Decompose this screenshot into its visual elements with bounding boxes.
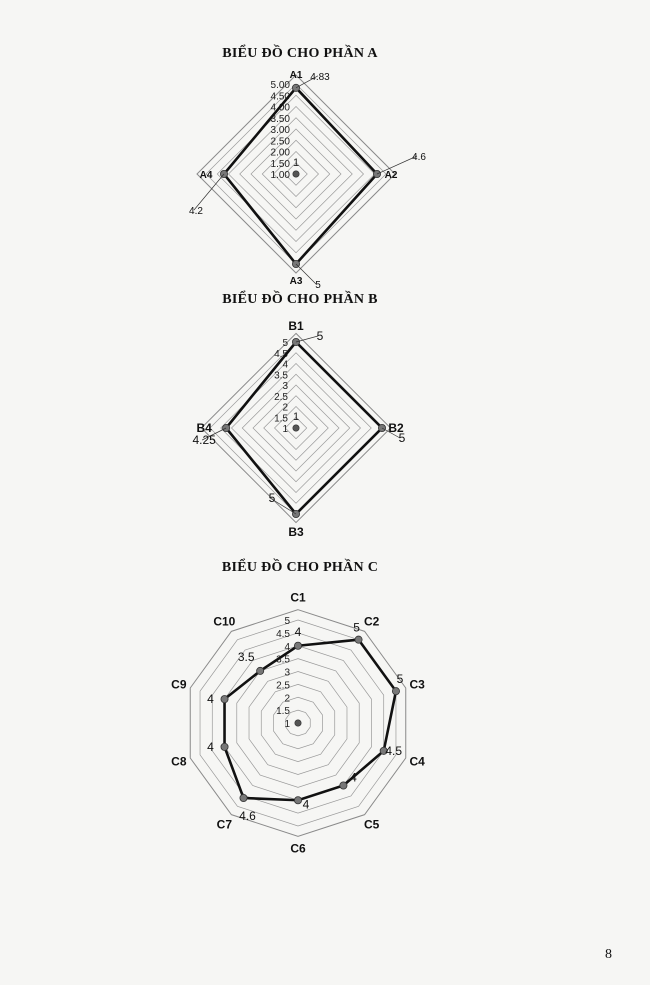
radar-series-line — [224, 88, 377, 264]
radar-category-label: B1 — [288, 319, 304, 333]
radar-category-label: A3 — [289, 276, 303, 287]
radar-value-label: 4.5 — [385, 743, 403, 758]
radar-tick-label: 4.50 — [270, 91, 290, 103]
radar-value-label: 3.5 — [237, 649, 255, 664]
radar-center-point — [293, 171, 299, 177]
radar-value-label: 4.2 — [189, 206, 203, 217]
chart-a-title: BIỂU ĐỒ CHO PHẦN A — [222, 46, 378, 61]
radar-tick-label: 1 — [282, 424, 288, 435]
radar-tick-label: 5 — [284, 616, 290, 627]
radar-category-label: A4 — [199, 170, 213, 181]
radar-data-point — [294, 642, 301, 649]
radar-tick-label: 2 — [282, 402, 288, 414]
radar-value-label: 4 — [294, 624, 302, 639]
radar-center-label: 1 — [292, 157, 300, 169]
radar-category-label: C7 — [216, 817, 233, 832]
radar-data-point — [392, 688, 399, 695]
radar-category-label: C5 — [363, 817, 380, 832]
radar-tick-label: 1.5 — [274, 413, 288, 425]
radar-category-label: A2 — [384, 170, 398, 181]
radar-tick-label: 1.50 — [270, 158, 290, 170]
radar-data-point — [257, 667, 264, 674]
radar-category-label: A1 — [289, 69, 303, 81]
radar-value-label: 4 — [207, 739, 214, 754]
radar-category-label: C3 — [409, 677, 425, 692]
page-number: 8 — [605, 947, 612, 962]
radar-tick-label: 4 — [284, 641, 290, 653]
radar-tick-label: 2.5 — [276, 680, 290, 692]
radar-value-label: 4.83 — [310, 71, 330, 83]
radar-tick-label: 4.00 — [270, 102, 290, 114]
radar-value-label: 5 — [268, 491, 276, 505]
radar-tick-label: 1 — [284, 719, 290, 730]
radar-tick-label: 1.00 — [270, 170, 290, 181]
radar-tick-label: 2 — [284, 693, 290, 705]
radar-category-label: C2 — [363, 614, 380, 629]
radar-value-label: 5 — [396, 672, 404, 687]
radar-tick-label: 2.5 — [274, 391, 288, 403]
radar-tick-label: 2.50 — [270, 136, 290, 148]
radar-chart-c — [0, 578, 600, 868]
radar-value-label: 5 — [316, 329, 324, 343]
chart-c-title: BIỂU ĐỒ CHO PHẦN C — [221, 560, 379, 575]
radar-category-label: C4 — [409, 754, 425, 769]
radar-category-label: C6 — [290, 841, 306, 856]
radar-tick-label: 4.5 — [276, 628, 290, 640]
radar-category-label: C8 — [171, 754, 187, 769]
radar-category-label: C1 — [290, 590, 306, 605]
radar-category-label: C9 — [171, 677, 187, 692]
radar-center-point — [295, 720, 301, 726]
radar-category-label: B3 — [288, 525, 304, 539]
radar-data-point — [294, 797, 301, 804]
radar-value-label: 5 — [353, 620, 360, 635]
radar-tick-label: 3.50 — [270, 113, 290, 125]
radar-category-label: B2 — [388, 421, 404, 435]
radar-tick-label: 2.00 — [270, 147, 290, 159]
radar-value-label: 4 — [207, 692, 214, 707]
radar-value-label: 5 — [315, 280, 321, 291]
radar-tick-label: 3.00 — [270, 125, 290, 136]
radar-data-point — [355, 636, 362, 643]
radar-chart-a — [0, 69, 600, 291]
radar-tick-label: 5.00 — [270, 80, 290, 91]
radar-data-point — [221, 696, 228, 703]
radar-value-label: 4.25 — [192, 433, 216, 447]
radar-tick-label: 4 — [282, 359, 288, 371]
radar-tick-label: 3 — [282, 381, 288, 392]
chart-b-title: BIỂU ĐỒ CHO PHẦN B — [222, 292, 378, 307]
radar-data-point — [240, 794, 247, 801]
radar-data-point — [221, 743, 228, 750]
radar-data-point — [340, 782, 347, 789]
radar-value-label: 4.6 — [412, 152, 426, 163]
radar-tick-label: 3.5 — [276, 654, 290, 666]
radar-center-label: 1 — [292, 411, 300, 423]
radar-value-label: 4 — [350, 770, 357, 785]
radar-chart-b — [0, 316, 600, 539]
radar-tick-label: 1.5 — [276, 706, 290, 718]
radar-center-point — [293, 425, 299, 431]
radar-value-label: 4 — [302, 797, 310, 812]
radar-value-label: 4.6 — [239, 808, 256, 823]
radar-category-label: B4 — [196, 421, 212, 435]
radar-tick-label: 3 — [284, 667, 290, 679]
radar-category-label: C10 — [213, 614, 236, 629]
radar-value-label: 5 — [398, 431, 406, 445]
radar-tick-label: 4.5 — [274, 348, 288, 360]
radar-series-line — [226, 342, 382, 514]
radar-tick-label: 5 — [282, 338, 288, 349]
radar-tick-label: 3.5 — [274, 370, 288, 382]
